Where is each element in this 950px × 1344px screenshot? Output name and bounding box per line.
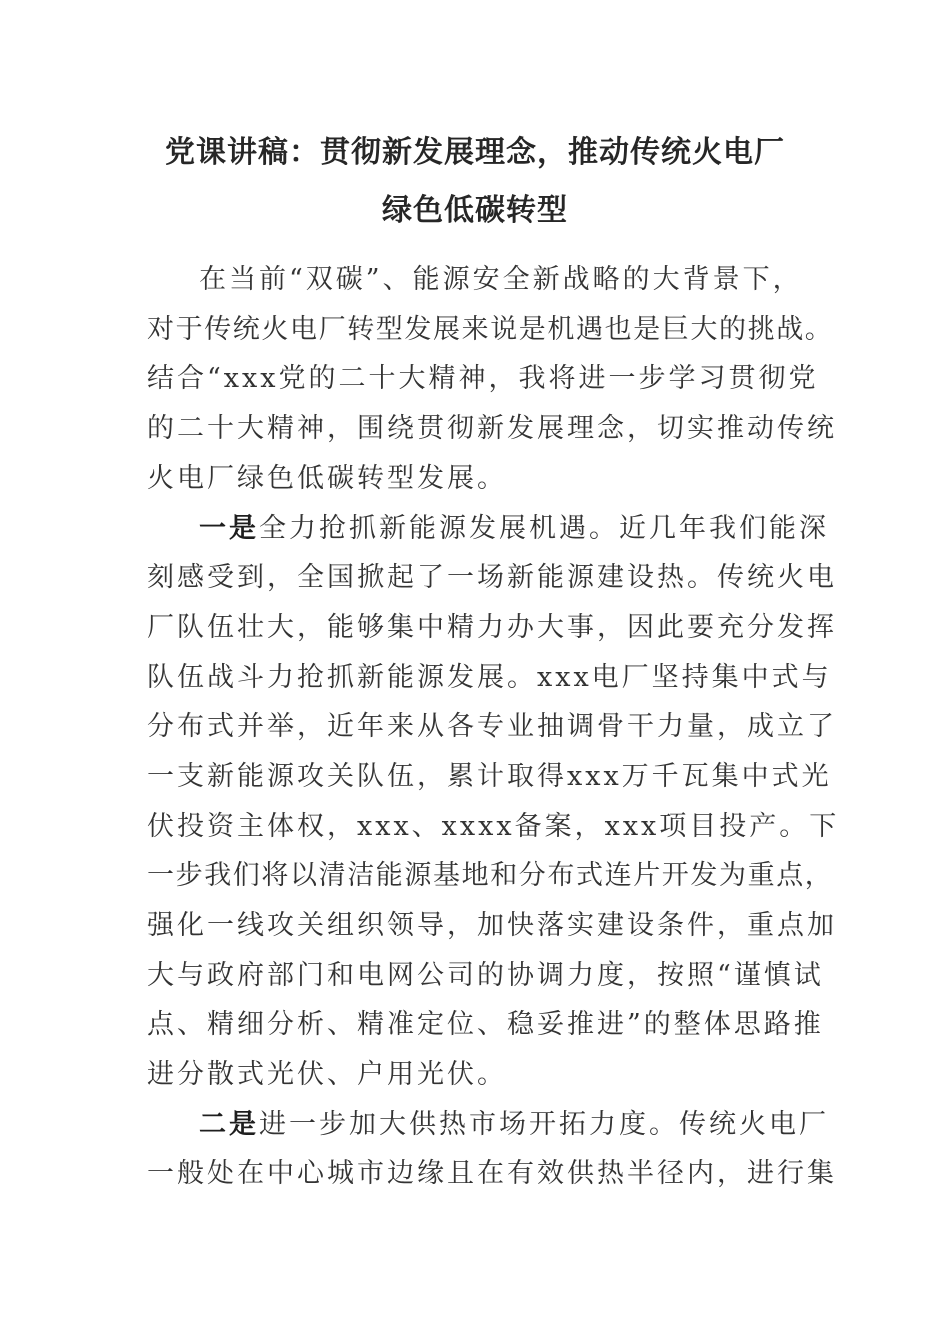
- paragraph-2-line-12: 进分散式光伏、户用光伏。: [147, 1059, 507, 1090]
- paragraph-3-line-1: [199, 1105, 829, 1145]
- paragraph-2-line-7: 伏投资主体权，xxx、xxxx备案，xxx项目投产。下: [147, 811, 840, 842]
- paragraph-2-line-5: 分布式并举，近年来从各专业抽调骨干力量，成立了: [147, 711, 837, 742]
- paragraph-2-line-9: 强化一线攻关组织领导，加快落实建设条件，重点加: [147, 910, 837, 941]
- paragraph-1-line-4: 的二十大精神，围绕贯彻新发展理念，切实推动传统: [147, 413, 837, 444]
- document-title-line-2: 绿色低碳转型: [382, 193, 568, 228]
- paragraph-2-line-1: [199, 509, 829, 549]
- paragraph-2-line-11: 点、精细分析、精准定位、稳妥推进”的整体思路推: [147, 1009, 824, 1040]
- paragraph-1-line-1: 在当前“双碳”、能源安全新战略的大背景下，: [199, 264, 803, 295]
- paragraph-2-line-4: 队伍战斗力抢抓新能源发展。xxx电厂坚持集中式与: [147, 662, 832, 693]
- paragraph-2-line-10: 大与政府部门和电网公司的协调力度，按照“谨慎试: [147, 960, 824, 991]
- paragraph-2-lead: 一是: [199, 513, 259, 544]
- paragraph-1-line-2: 对于传统火电厂转型发展来说是机遇也是巨大的挑战。: [147, 314, 834, 345]
- paragraph-2-line-3: 厂队伍壮大，能够集中精力办大事，因此要充分发挥: [147, 612, 837, 643]
- document-title-line-1: 党课讲稿：贯彻新发展理念，推动传统火电厂: [165, 135, 785, 170]
- paragraph-3-line-1-text: 进一步加大供热市场开拓力度。传统火电厂: [259, 1109, 829, 1140]
- paragraph-1-line-3: 结合“xxx党的二十大精神，我将进一步学习贯彻党: [147, 363, 819, 394]
- paragraph-2-line-8: 一步我们将以清洁能源基地和分布式连片开发为重点，: [147, 860, 834, 891]
- paragraph-2-line-2: 刻感受到，全国掀起了一场新能源建设热。传统火电: [147, 562, 837, 593]
- paragraph-2-line-6: 一支新能源攻关队伍，累计取得xxx万千瓦集中式光: [147, 761, 832, 792]
- paragraph-3-lead: 二是: [199, 1109, 259, 1140]
- paragraph-1-line-5: 火电厂绿色低碳转型发展。: [147, 463, 507, 494]
- paragraph-3-line-2: 一般处在中心城市边缘且在有效供热半径内，进行集: [147, 1158, 837, 1189]
- paragraph-2-line-1-text: 全力抢抓新能源发展机遇。近几年我们能深: [259, 513, 829, 544]
